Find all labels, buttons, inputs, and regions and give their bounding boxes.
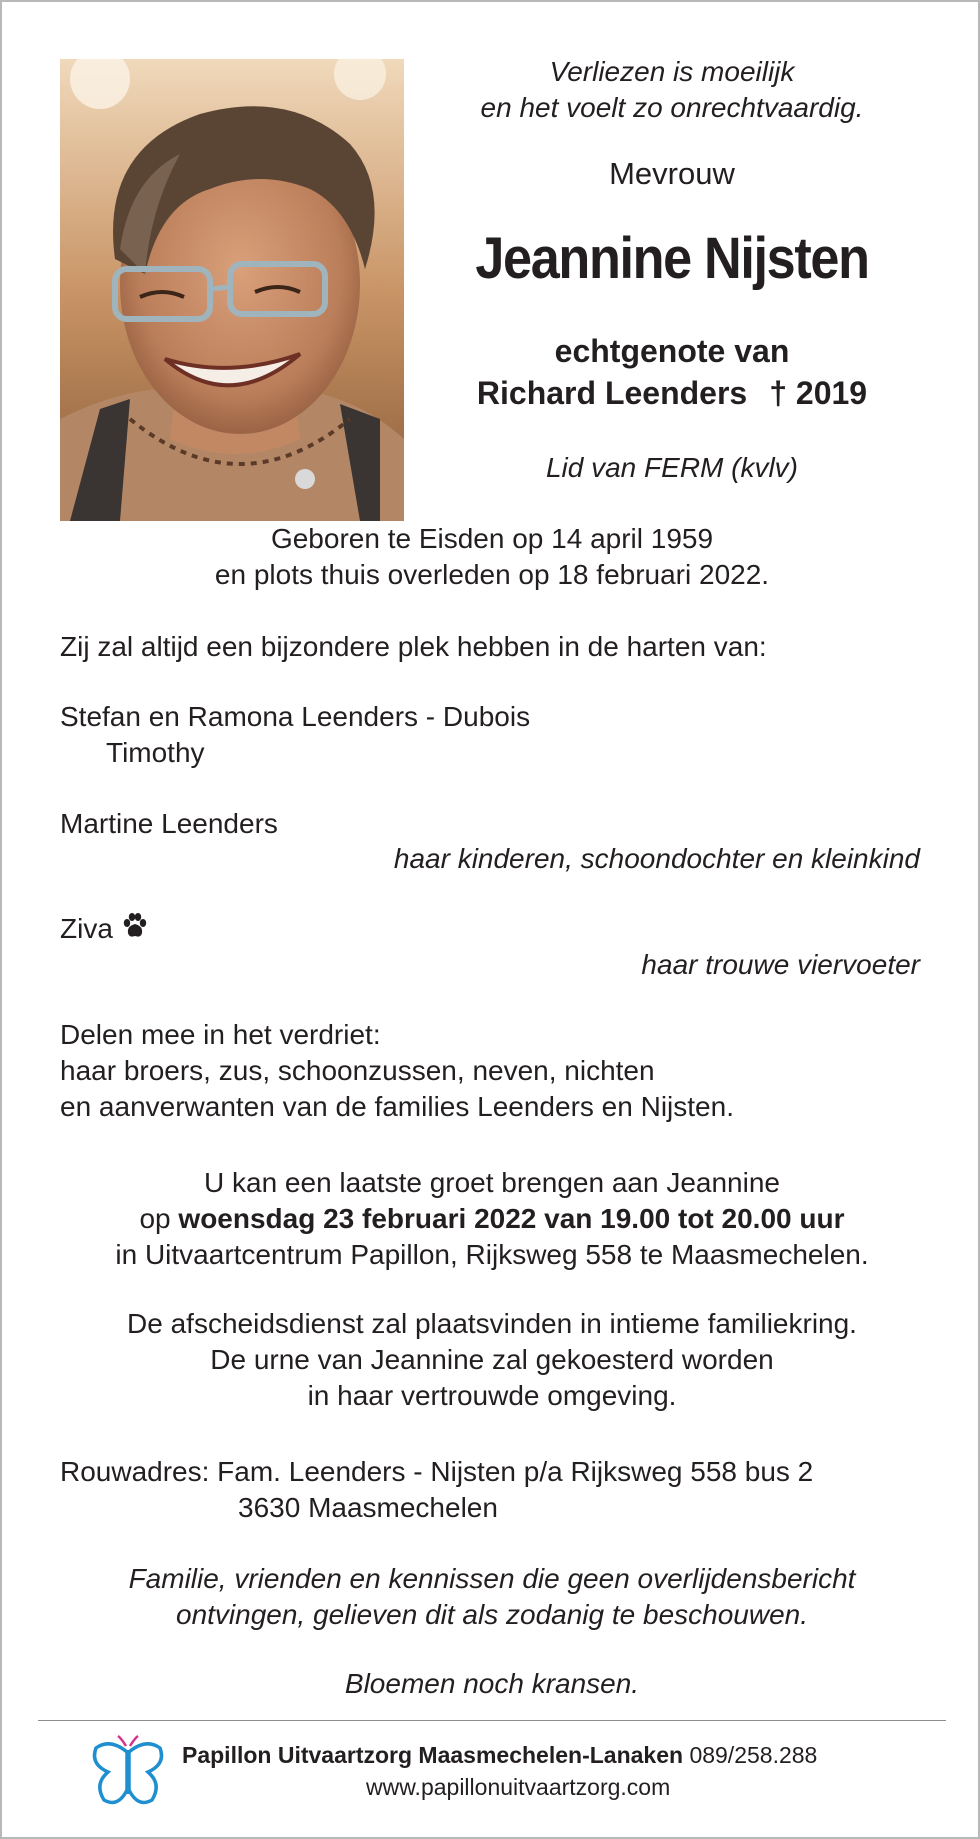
birth-death: [92, 521, 892, 593]
spouse-block: [432, 330, 912, 414]
notice-line-1: Familie, vrienden en kennissen die geen overlijdensbericht: [128, 1563, 856, 1594]
portrait-illustration: [60, 59, 404, 521]
quote-line-2: en het voelt zo onrechtvaardig.: [480, 92, 864, 123]
service-line-3: in haar vertrouwde omgeving.: [307, 1380, 677, 1411]
sharing-line-3: en aanverwanten van de families Leenders en Nijsten.: [60, 1091, 734, 1122]
butterfly-logo-icon: [90, 1734, 166, 1810]
spouse-label: echtgenote van: [554, 333, 790, 369]
service-line-1: De afscheidsdienst zal plaatsvinden in intieme familiekring.: [127, 1308, 857, 1339]
spouse-line: [432, 372, 912, 414]
footer-website[interactable]: www.papillonuitvaartzorg.com: [366, 1774, 671, 1800]
footer-phone: 089/258.288: [689, 1742, 818, 1768]
family-line-2: Timothy: [106, 737, 205, 768]
sharing-block: [60, 1017, 940, 1125]
flowers-note: Bloemen noch kransen.: [344, 1668, 640, 1699]
birth-line: Geboren te Eisden op 14 april 1959: [270, 523, 714, 554]
visit-line-3: in Uitvaartcentrum Papillon, Rijksweg 558 te Maasmechelen.: [115, 1239, 869, 1270]
notice-block: [42, 1561, 942, 1633]
address-line-2: 3630 Maasmechelen: [238, 1492, 498, 1523]
footer-divider: [38, 1720, 946, 1721]
paw-icon: [121, 912, 149, 940]
visit-line-1: U kan een laatste groet brengen aan Jeannine: [204, 1167, 780, 1198]
visit-block: [42, 1165, 942, 1273]
death-line: en plots thuis overleden op 18 februari 2022.: [214, 559, 770, 590]
notice-line-2: ontvingen, gelieven dit als zodanig te beschouwen.: [176, 1599, 808, 1630]
visit-prefix: op: [139, 1203, 171, 1234]
family-line-3: Martine Leenders: [60, 808, 278, 839]
service-block: [42, 1306, 942, 1414]
spouse-cross: † 2019: [769, 375, 868, 411]
membership: Lid van FERM (kvlv): [545, 452, 799, 483]
relation-children: haar kinderen, schoondochter en kleinkind: [393, 843, 920, 874]
address-line-1: Rouwadres: Fam. Leenders - Nijsten p/a Rijksweg 558 bus 2: [60, 1456, 814, 1487]
sharing-line-2: haar broers, zus, schoonzussen, neven, nichten: [60, 1055, 655, 1086]
quote-line-1: Verliezen is moeilijk: [549, 56, 795, 87]
spouse-name: Richard Leenders: [476, 375, 748, 411]
footer-company: Papillon Uitvaartzorg Maasmechelen-Lanaken: [182, 1742, 684, 1768]
portrait-photo: [60, 59, 404, 521]
pet-line: [60, 911, 149, 947]
visit-date-time: woensdag 23 februari 2022 van 19.00 tot 20.00 uur: [178, 1203, 845, 1234]
quote: [432, 54, 912, 126]
family-line-1: Stefan en Ramona Leenders - Dubois: [60, 701, 531, 732]
visit-line-2: [42, 1201, 942, 1237]
honorific: Mevrouw: [609, 156, 735, 191]
hearts-intro: Zij zal altijd een bijzondere plek hebben in de harten van:: [60, 631, 767, 662]
service-line-2: De urne van Jeannine zal gekoesterd worden: [210, 1344, 774, 1375]
sharing-line-1: Delen mee in het verdriet:: [60, 1019, 381, 1050]
pet-name: Ziva: [60, 913, 113, 944]
relation-pet: haar trouwe viervoeter: [641, 949, 920, 980]
footer-company-line: [182, 1740, 817, 1770]
deceased-name: Jeannine Nijsten: [475, 226, 869, 291]
